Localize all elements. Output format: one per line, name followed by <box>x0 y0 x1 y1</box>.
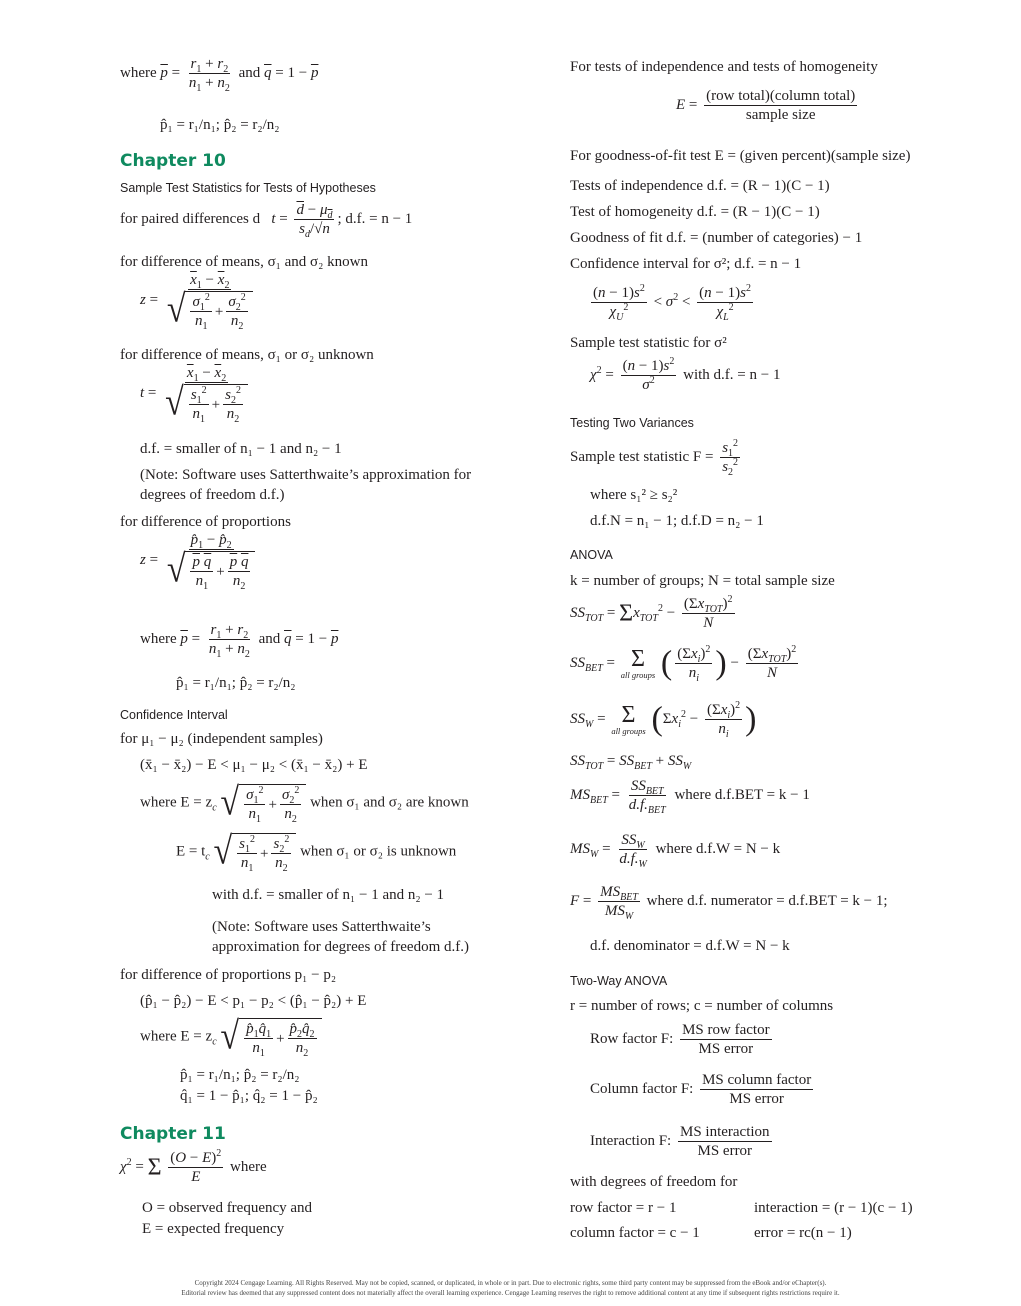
ci-for-mu-label: for μ₁ − μ₂ (independent samples) <box>120 731 323 747</box>
diff-means-unknown-label: for difference of means, σ₁ or σ₂ unknown <box>120 347 374 363</box>
z-diff-means-formula: z = $\overline{x}_1 - \overline{x}_2$ √ $\frac{\sigma_1^2}{n_1}$ + $\frac{\sigma_2^2}{n_2}$ <box>140 272 258 329</box>
E-t-unknown-formula: $E = t_c$ √ $\frac{s_1^2}{n_1}$ + $\frac{s_2^2}{n_2}$ when σ₁ or σ₂ is unknown <box>176 830 457 874</box>
where-s1-ge-s2: where s₁² ≥ s₂² <box>590 487 678 503</box>
note-satterthwaite-2: (Note: Software uses Satterthwaite’s <box>212 919 431 935</box>
interaction-F: Interaction F: $\frac{\text{MS interaction}}{\text{MS error}}$ <box>590 1124 770 1159</box>
df-goodness-of-fit: Goodness of fit d.f. = (number of categories) − 1 <box>570 230 863 246</box>
phat-definitions-3: p̂₁ = r₁/n₁; p̂₂ = r₂/n₂ <box>180 1067 300 1083</box>
section-anova: ANOVA <box>570 548 613 562</box>
ss-w-formula: $SS_W$ = Σ all groups ($\Sigma x_i^2$ − $\frac{(\Sigma x_i)^2}{n_i}$ ) <box>570 700 757 740</box>
pooled-p-formula-2: where $\overline{p}$ = $\frac{r_1 + r_2}{n_1 + n_2}$ and $\overline{q} = 1 - \overline{p}$ <box>140 622 339 660</box>
df-denominator: d.f. denominator = d.f.W = N − k <box>590 938 790 954</box>
E-z-known-formula: where $E = z_c$ √ $\frac{\sigma_1^2}{n_1}$ + $\frac{\sigma_2^2}{n_2}$ when σ₁ and σ₂ are known <box>140 781 469 825</box>
pooled-p-formula: where $\overline{p}$ = $\frac{r_1 + r_2}{n_1 + n_2}$ and $\overline{q} = 1 - \overline{p}$ <box>120 56 319 94</box>
z-diff-proportions-formula: z = $p̂_1$ − $p̂_2$ √ $\frac{p \overline{q}}{n_1}$ + $\frac{\overline{p} \overline{q}}{n_2}$ <box>140 532 260 589</box>
copyright-footer-line-2: Editorial review has deemed that any suppressed content does not materially affect the overall learning experience. Cengage Learning reserves the right to remove additional content at any time if subsequent rights restrictions require it. <box>181 1289 840 1297</box>
sample-stat-variance-label: Sample test statistic for σ² <box>570 335 727 351</box>
with-df-smaller-text: with d.f. = smaller of n₁ − 1 and n₂ − 1 <box>212 887 445 903</box>
observed-frequency-def: O = observed frequency and <box>142 1200 313 1216</box>
independence-homogeneity-label: For tests of independence and tests of homogeneity <box>570 59 878 75</box>
paired-differences-formula: for paired differences d t = $\frac{\overline{d} - \mu_{\overline{d}}}{s_d/√n}$ ; d.f. = n − 1 <box>120 202 413 240</box>
copyright-footer-line-1: Copyright 2024 Cengage Learning. All Rights Reserved. May not be copied, scanned, or duplicated, in whole or in part. Due to electronic rights, some third party content may be suppressed from the eBook and/or eChapter(s). <box>194 1279 827 1287</box>
section-testing-two-variances: Testing Two Variances <box>570 416 694 430</box>
phat-definitions-top: p̂₁ = r₁/n₁; p̂₂ = r₂/n₂ <box>160 117 280 133</box>
with-degrees-of-freedom: with degrees of freedom for <box>570 1174 738 1190</box>
expected-value-formula: E = $\frac{\text{(row total)(column total)}}{\text{sample size}}$ <box>676 88 856 123</box>
anova-F-formula: F = $\frac{MS_{BET}}{MS_W}$ where d.f. numerator = d.f.BET = k − 1; <box>570 884 888 922</box>
section-two-way-anova: Two-Way ANOVA <box>570 974 668 988</box>
ms-bet-formula: $MS_{BET}$ = $\frac{SS_{BET}}{d.f._{BET}}$ where d.f.BET = k − 1 <box>570 778 810 816</box>
row-factor-F: Row factor F: $\frac{\text{MS row factor}}{\text{MS error}}$ <box>590 1022 770 1057</box>
phat-definitions-2: p̂₁ = r₁/n₁; p̂₂ = r₂/n₂ <box>176 675 296 691</box>
note-satterthwaite-1: (Note: Software uses Satterthwaite’s approximation for <box>140 467 472 483</box>
error-df: error = rc(n − 1) <box>754 1225 852 1241</box>
ci-variance-label: Confidence interval for σ²; d.f. = n − 1 <box>570 256 802 272</box>
chapter-11-heading: Chapter 11 <box>120 1124 226 1144</box>
diff-proportions-label: for difference of proportions <box>120 514 291 530</box>
ss-tot-sum: $SS_{TOT} = SS_{BET} + SS_W$ <box>570 753 692 772</box>
diff-proportions-label-2: for difference of proportions p₁ − p₂ <box>120 967 337 983</box>
df-homogeneity: Test of homogeneity d.f. = (R − 1)(C − 1) <box>570 204 820 220</box>
note-satterthwaite-1b: degrees of freedom d.f.) <box>140 487 285 503</box>
ci-variance-formula: $\frac{(n - 1)s^2}{\chi_U^2}$ < $\sigma^2$ < $\frac{(n - 1)s^2}{\chi_L^2}$ <box>593 283 751 323</box>
df-independence: Tests of independence d.f. = (R − 1)(C − 1) <box>570 178 830 194</box>
chi-square-formula: $\chi^2 = \Sigma$ $\frac{(O - E)^2}{E}$ where <box>120 1148 267 1185</box>
expected-frequency-def: E = expected frequency <box>142 1221 285 1237</box>
diff-means-known-label: for difference of means, σ₁ and σ₂ known <box>120 254 368 270</box>
column-factor-F: Column factor F: $\frac{\text{MS column factor}}{\text{MS error}}$ <box>590 1072 812 1107</box>
goodness-of-fit-E: For goodness-of-fit test E = (given percent)(sample size) <box>570 148 911 164</box>
section-confidence-interval: Confidence Interval <box>120 708 228 722</box>
ci-interval-means: (x̄₁ − x̄₂) − E < μ₁ − μ₂ < (x̄₁ − x̄₂) + E <box>140 757 368 773</box>
qhat-definitions: q̂₁ = 1 − p̂₁; q̂₂ = 1 − p̂₂ <box>180 1088 318 1104</box>
df-smaller-text: d.f. = smaller of n₁ − 1 and n₂ − 1 <box>140 441 342 457</box>
chapter-10-heading: Chapter 10 <box>120 151 226 171</box>
chi-square-variance-formula: $\chi^2$ = $\frac{(n - 1)s^2}{\sigma^2}$ with d.f. = n − 1 <box>590 356 781 393</box>
anova-k-definition: k = number of groups; N = total sample size <box>570 573 835 589</box>
sample-F-formula: Sample test statistic F = $\frac{s_1^2}{s_2^2}$ <box>570 438 739 478</box>
note-satterthwaite-2b: approximation for degrees of freedom d.f.) <box>212 939 469 955</box>
ss-tot-formula: $SS_{TOT} = \Sigma x_{TOT}^2$ − $\frac{(\Sigma x_{TOT})^2}{N}$ <box>570 594 733 631</box>
interaction-df: interaction = (r − 1)(c − 1) <box>754 1200 913 1216</box>
E-z-proportions-formula: where $E = z_c$ √ $\frac{p̂_1q̂_1}{n_1}$ + $\frac{p̂_2q̂_2}{n_2}$ <box>140 1018 322 1056</box>
row-factor-df: row factor = r − 1 <box>570 1200 677 1216</box>
two-way-rc-definition: r = number of rows; c = number of columns <box>570 998 834 1014</box>
df-numerator-denominator: d.f.N = n₁ − 1; d.f.D = n₂ − 1 <box>590 513 764 529</box>
ss-bet-formula: $SS_{BET}$ = Σ all groups ( $\frac{(\Sigma x_i)^2}{n_i}$ ) − $\frac{(\Sigma x_{TOT})^2}{N}$ <box>570 644 797 684</box>
ci-interval-proportions: (p̂₁ − p̂₂) − E < p₁ − p₂ < (p̂₁ − p̂₂) + E <box>140 993 367 1009</box>
section-sample-test-statistics: Sample Test Statistics for Tests of Hypotheses <box>120 181 376 195</box>
ms-w-formula: $MS_W$ = $\frac{SS_W}{d.f._W}$ where d.f.W = N − k <box>570 832 781 870</box>
t-diff-means-formula: t = $\overline{x}_1 - \overline{x}_2$ √ $\frac{s_1^2}{n_1}$ + $\frac{s_2^2}{n_2}$ <box>140 365 253 422</box>
column-factor-df: column factor = c − 1 <box>570 1225 700 1241</box>
